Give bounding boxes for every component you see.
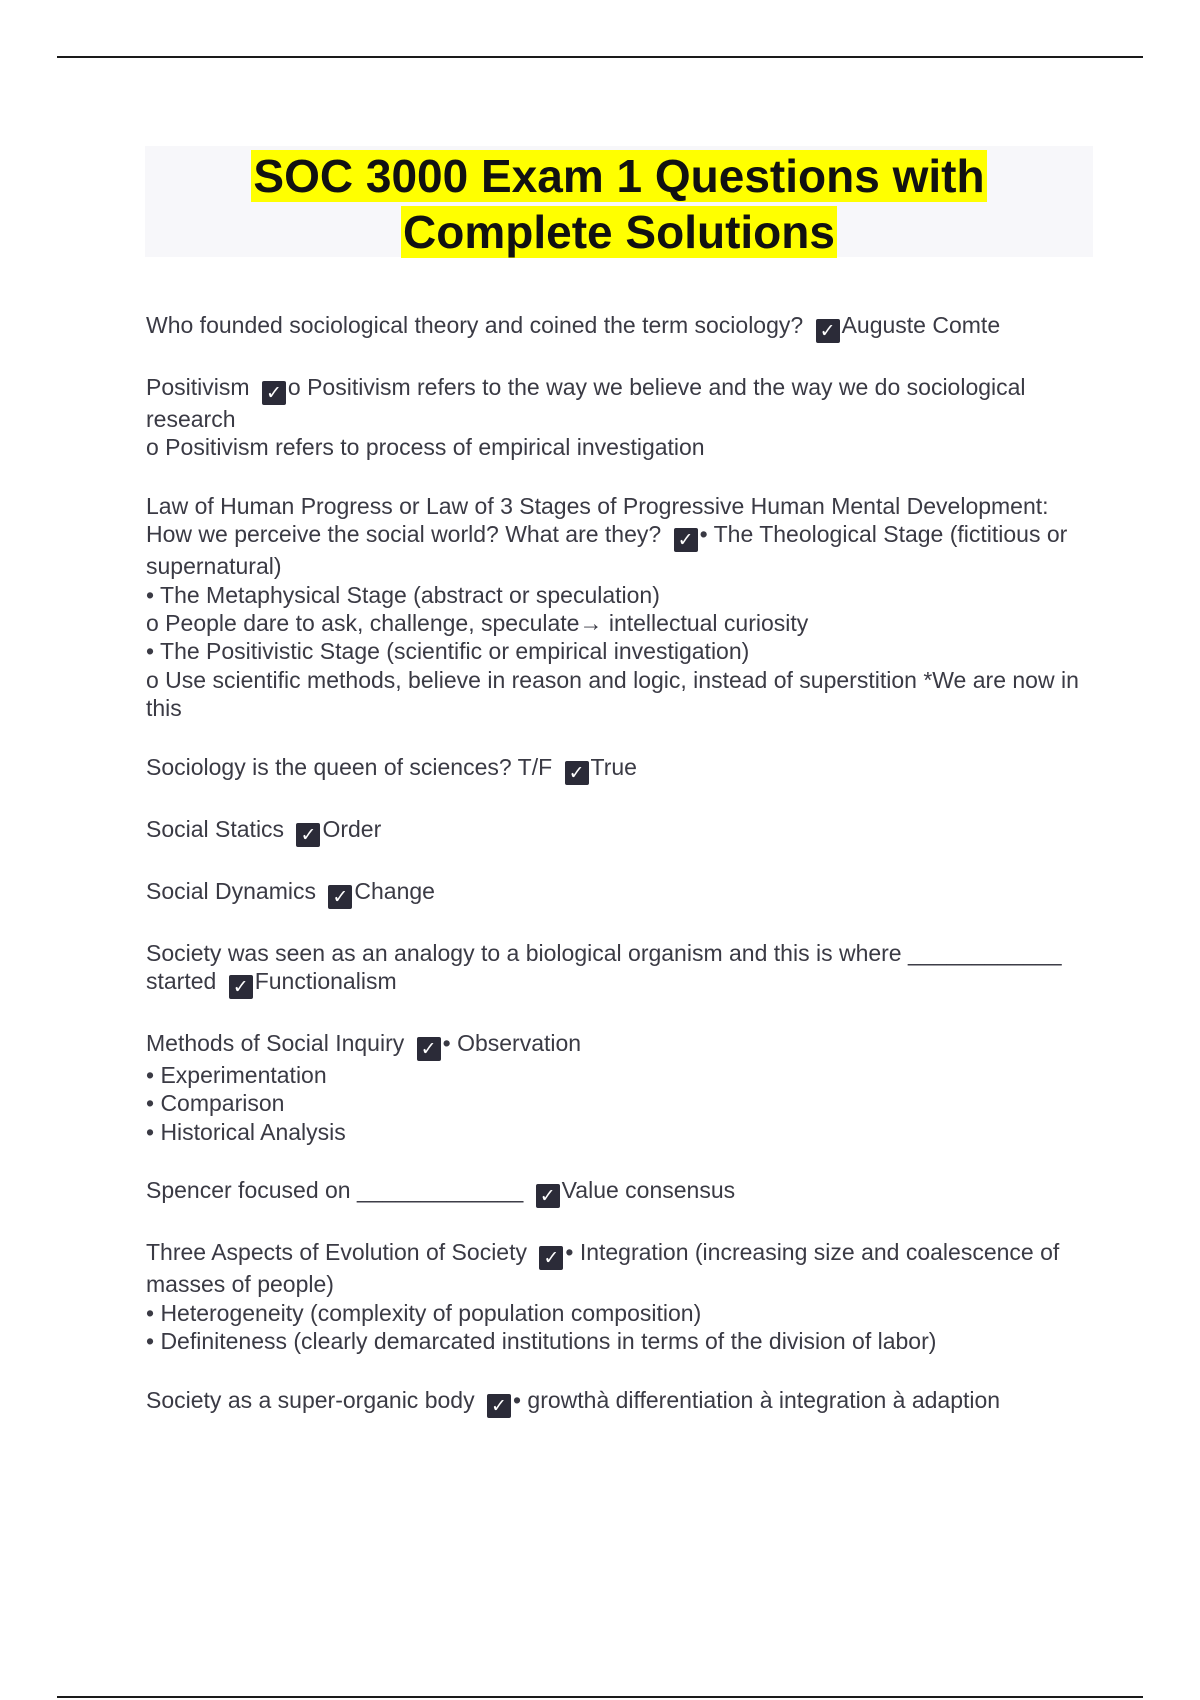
question-text: Society as a super-organic body	[146, 1386, 475, 1413]
checkmark-box-icon: ✓	[539, 1246, 563, 1270]
checkmark-box-icon: ✓	[417, 1037, 441, 1061]
qa-item	[146, 815, 1086, 847]
answer-text: • Integration (increasing size and coalescence of masses of people) • Heterogeneity (complexity of population composition) • Definiteness (clearly demarcated institutions in terms of the division of labor)	[146, 1239, 1060, 1355]
qa-item	[146, 1176, 1086, 1208]
question-text: Social Statics	[146, 815, 285, 842]
qa-item	[146, 1386, 1086, 1418]
question-text: Who founded sociological theory and coined the term sociology?	[146, 312, 804, 338]
question-text: Social Dynamics	[146, 877, 316, 904]
question-text: Methods of Social Inquiry	[146, 1030, 405, 1057]
title-line-2: Complete Solutions	[403, 206, 835, 258]
checkmark-box-icon: ✓	[565, 761, 589, 785]
header-rule	[57, 56, 1143, 58]
answer-text: Value consensus	[561, 1177, 736, 1204]
qa-item	[146, 492, 1086, 723]
footer-rule	[57, 1696, 1143, 1698]
question-text: Society was seen as an analogy to a biological organism and this is where ____________ started	[146, 939, 1068, 995]
answer-text: Auguste Comte	[841, 312, 1001, 338]
question-text: Spencer focused on _____________	[146, 1177, 524, 1204]
checkmark-box-icon: ✓	[487, 1394, 511, 1418]
title-block	[145, 146, 1093, 257]
qa-item	[146, 373, 1086, 462]
answer-text: Change	[354, 877, 435, 904]
checkmark-box-icon: ✓	[674, 528, 698, 552]
qa-item	[146, 939, 1086, 999]
qa-list	[146, 311, 1086, 1448]
title-line-1: SOC 3000 Exam 1 Questions with	[253, 150, 985, 202]
checkmark-box-icon: ✓	[536, 1184, 560, 1208]
question-text: Law of Human Progress or Law of 3 Stages of Progressive Human Mental Development: How we perceive the social world? What are they?	[146, 492, 1055, 548]
qa-item	[146, 311, 1086, 343]
page-title	[145, 146, 1093, 260]
checkmark-box-icon: ✓	[296, 823, 320, 847]
qa-item	[146, 1238, 1086, 1355]
qa-item	[146, 877, 1086, 909]
checkmark-box-icon: ✓	[229, 975, 253, 999]
answer-text: Functionalism	[254, 968, 397, 995]
qa-item	[146, 753, 1086, 785]
answer-text: • Observation • Experimentation • Comparison • Historical Analysis	[146, 1030, 582, 1145]
question-text: Three Aspects of Evolution of Society	[146, 1239, 527, 1266]
qa-item	[146, 1029, 1086, 1146]
answer-text: Order	[322, 815, 382, 842]
question-text: Positivism	[146, 374, 250, 400]
answer-text: True	[590, 753, 637, 780]
question-text: Sociology is the queen of sciences? T/F	[146, 753, 553, 780]
checkmark-box-icon: ✓	[816, 319, 840, 343]
answer-text: • The Theological Stage (fictitious or supernatural) • The Metaphysical Stage (abstract or speculation) o People dare to ask, challenge, speculate→ intellectual curiosity • The Positivistic Stage (scientific or empirical investigation) o Use scientific methods, believe in reason and logic, instead of superstition *We are now in this	[146, 521, 1079, 722]
answer-text: • growthà differentiation à integration à adaption	[512, 1386, 1001, 1413]
checkmark-box-icon: ✓	[262, 381, 286, 405]
checkmark-box-icon: ✓	[328, 885, 352, 909]
answer-text: o Positivism refers to the way we believe and the way we do sociological research o Positivism refers to process of empirical investigation	[146, 374, 1026, 461]
